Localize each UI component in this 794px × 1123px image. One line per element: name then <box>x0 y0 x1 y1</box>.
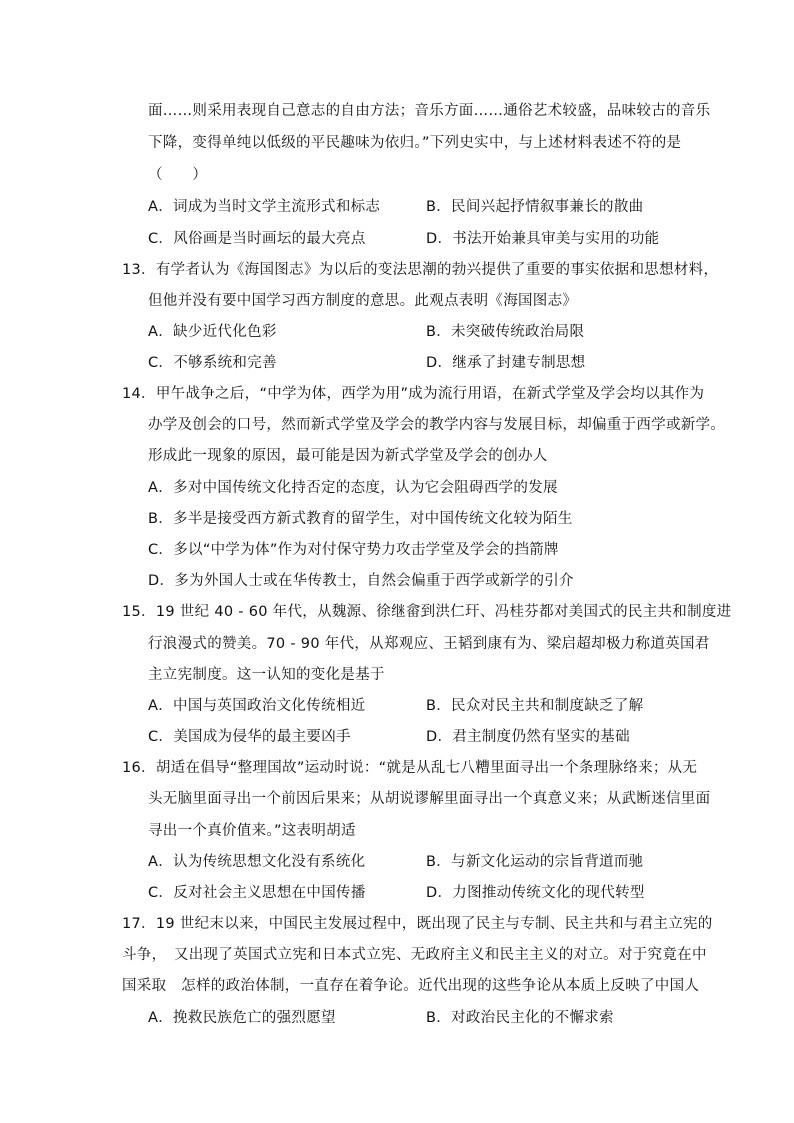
q14-option-a: A．多对中国传统文化持否定的态度，认为它会阻碍西学的发展 <box>148 480 558 496</box>
q15-option-c: C．美国成为侵华的最主要凶手 <box>148 729 351 745</box>
q16-option-c: C．反对社会主义思想在中国传播 <box>148 885 366 901</box>
q16-option-b: B．与新文化运动的宗旨背道而驰 <box>426 854 644 870</box>
q12-option-d: D．书法开始兼具审美与实用的功能 <box>426 231 660 247</box>
q17-stem-line-2: 斗争， 又出现了英国式立宪和日本式立宪、无政府主义和民主主义的对立。对于究竟在中 <box>122 947 707 963</box>
q13-option-c: C．不够系统和完善 <box>148 355 277 371</box>
q14-stem-line-1: 14．甲午战争之后，“中学为体，西学为用”成为流行用语，在新式学堂及学会均以其作为 <box>122 386 705 402</box>
q16-stem-line-3: 寻出一个真价值来。”这表明胡适 <box>148 823 356 839</box>
q13-option-d: D．继承了封建专制思想 <box>426 355 586 371</box>
q16-stem-line-1: 16．胡适在倡导“整理国故”运动时说：“就是从乱七八糟里面寻出一个条理脉络来；从无 <box>122 760 698 776</box>
q15-option-d: D．君主制度仍然有坚实的基础 <box>426 729 630 745</box>
q17-stem-line-3: 国采取 怎样的政治体制，一直存在着争论。近代出现的这些争论从本质上反映了中国人 <box>122 978 700 994</box>
q16-option-a: A．认为传统思想文化没有系统化 <box>148 854 366 870</box>
q12-option-c: C．风俗画是当时画坛的最大亮点 <box>148 231 366 247</box>
q15-stem-line-3: 主立宪制度。这一认知的变化是基于 <box>148 667 385 683</box>
q16-stem-line-2: 头无脑里面寻出一个前因后果来；从胡说谬解里面寻出一个真意义来；从武断迷信里面 <box>148 791 711 807</box>
q17-option-a: A．挽救民族危亡的强烈愿望 <box>148 1010 336 1026</box>
q14-stem-line-2: 办学及创会的口号，然而新式学堂及学会的教学内容与发展目标，却偏重于西学或新学。 <box>148 417 726 433</box>
q15-stem-line-1: 15．19 世纪 40 - 60 年代，从魏源、徐继畲到洪仁玕、冯桂芬都对美国式的民主共和制度进 <box>122 604 732 620</box>
q12-option-b: B．民间兴起抒情叙事兼长的散曲 <box>426 199 644 215</box>
q13-option-b: B．未突破传统政治局限 <box>426 324 585 340</box>
q14-option-d: D．多为外国人士或在华传教士，自然会偏重于西学或新学的引介 <box>148 573 574 589</box>
q14-option-b: B．多半是接受西方新式教育的留学生，对中国传统文化较为陌生 <box>148 511 573 527</box>
q13-stem-line-2: 但他并没有要中国学习西方制度的意思。此观点表明《海国图志》 <box>148 293 578 309</box>
q17-option-b: B．对政治民主化的不懈求索 <box>426 1010 614 1026</box>
q12-option-a: A．词成为当时文学主流形式和标志 <box>148 199 381 215</box>
q15-option-a: A．中国与英国政治文化传统相近 <box>148 698 366 714</box>
q15-stem-line-2: 行浪漫式的赞美。70 - 90 年代，从郑观应、王韬到康有为、梁启超却极力称道英国君 <box>148 636 710 652</box>
q12-answer-paren: （ ） <box>148 167 208 183</box>
q15-option-b: B．民众对民主共和制度缺乏了解 <box>426 698 644 714</box>
q17-stem-line-1: 17．19 世纪末以来，中国民主发展过程中，既出现了民主与专制、民主共和与君主立宪的 <box>122 916 713 932</box>
q14-option-c: C．多以“中学为体”作为对付保守势力攻击学堂及学会的挡箭牌 <box>148 542 559 558</box>
q13-option-a: A．缺少近代化色彩 <box>148 324 277 340</box>
q13-stem-line-1: 13．有学者认为《海国图志》为以后的变法思潮的勃兴提供了重要的事实依据和思想材料， <box>122 262 719 278</box>
q12-stem-line-1: 面……则采用表现自己意志的自由方法；音乐方面……通俗艺术较盛，品味较古的音乐 <box>148 103 711 119</box>
q12-stem-line-2: 下降，变得单纯以低级的平民趣味为依归。”下列史实中，与上述材料表述不符的是 <box>148 135 682 151</box>
q14-stem-line-3: 形成此一现象的原因，最可能是因为新式学堂及学会的创办人 <box>148 448 548 464</box>
q16-option-d: D．力图推动传统文化的现代转型 <box>426 885 645 901</box>
